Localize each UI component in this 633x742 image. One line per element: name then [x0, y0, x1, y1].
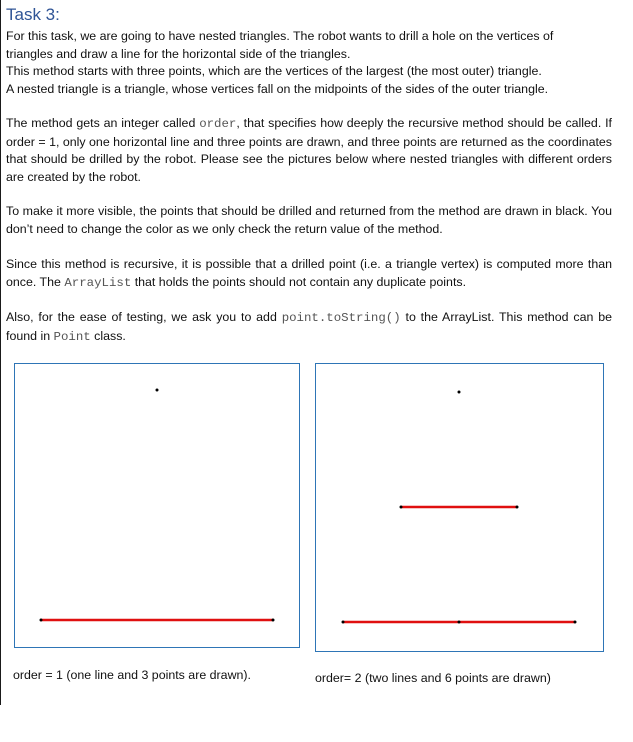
intro-line-3: This method starts with three points, which are the vertices of the largest (the most outer) triangle. [6, 64, 542, 79]
intro-line-1: For this task, we are going to have nested triangles. The robot wants to drill a hole on the vertices of [6, 29, 554, 43]
duplicates-paragraph [6, 256, 612, 292]
drilled-point [156, 389, 159, 392]
figure-order-1-canvas [15, 364, 299, 647]
figure-order-2-canvas [316, 364, 603, 651]
order-text-before: The method gets an integer called [6, 116, 200, 130]
tostring-code: point.toString() [281, 311, 401, 325]
task-title: Task 3: [6, 5, 60, 24]
caption-order-2: order= 2 (two lines and 6 points are drawn) [315, 671, 551, 685]
order-paragraph [6, 115, 612, 187]
caption-order-1: order = 1 (one line and 3 points are drawn). [13, 668, 251, 682]
figure-order-2 [315, 363, 604, 652]
order-code: order [199, 117, 237, 131]
intro-line-4: A nested triangle is a triangle, whose vertices fall on the midpoints of the sides of the outer triangle. [6, 82, 549, 97]
drilled-point [458, 621, 461, 624]
visibility-paragraph: To make it more visible, the points that should be drilled and returned from the method are drawn in black. You don’t need to change the color as we only check the return value of the method. [6, 204, 612, 236]
point-class-code: Point [53, 329, 91, 344]
figure-order-1 [14, 363, 300, 648]
left-border-rule [0, 0, 1, 705]
testing-text-middle: to the ArrayList. This method can be found in [6, 310, 612, 343]
drilled-point [516, 506, 519, 509]
order-text-after: , that specifies how deeply the recursive method should be called. If order = 1, only one horizontal line and three points are drawn, and three points are returned as the coordinates that should be drilled by the robot. Please see the pictures below where nested triangles with different orders are created by the robot. [6, 116, 612, 185]
drilled-point [400, 506, 403, 509]
testing-text-before: Also, for the ease of testing, we ask you to add [6, 310, 282, 324]
testing-paragraph [6, 309, 612, 346]
drilled-point [574, 621, 577, 624]
arraylist-code: ArrayList [64, 275, 132, 290]
duplicates-text-after: that holds the points should not contain any duplicate points. [131, 274, 467, 289]
intro-paragraph [6, 28, 612, 99]
intro-line-2: triangles and draw a line for the horizontal side of the triangles. [6, 46, 351, 61]
drilled-point [272, 619, 275, 622]
testing-text-after: class. [90, 328, 126, 343]
duplicates-text-before: Since this method is recursive, it is possible that a drilled point (i.e. a triangle vertex) is computed more than once. The [6, 257, 612, 289]
drilled-point [40, 619, 43, 622]
drilled-point [458, 391, 461, 394]
drilled-point [342, 621, 345, 624]
